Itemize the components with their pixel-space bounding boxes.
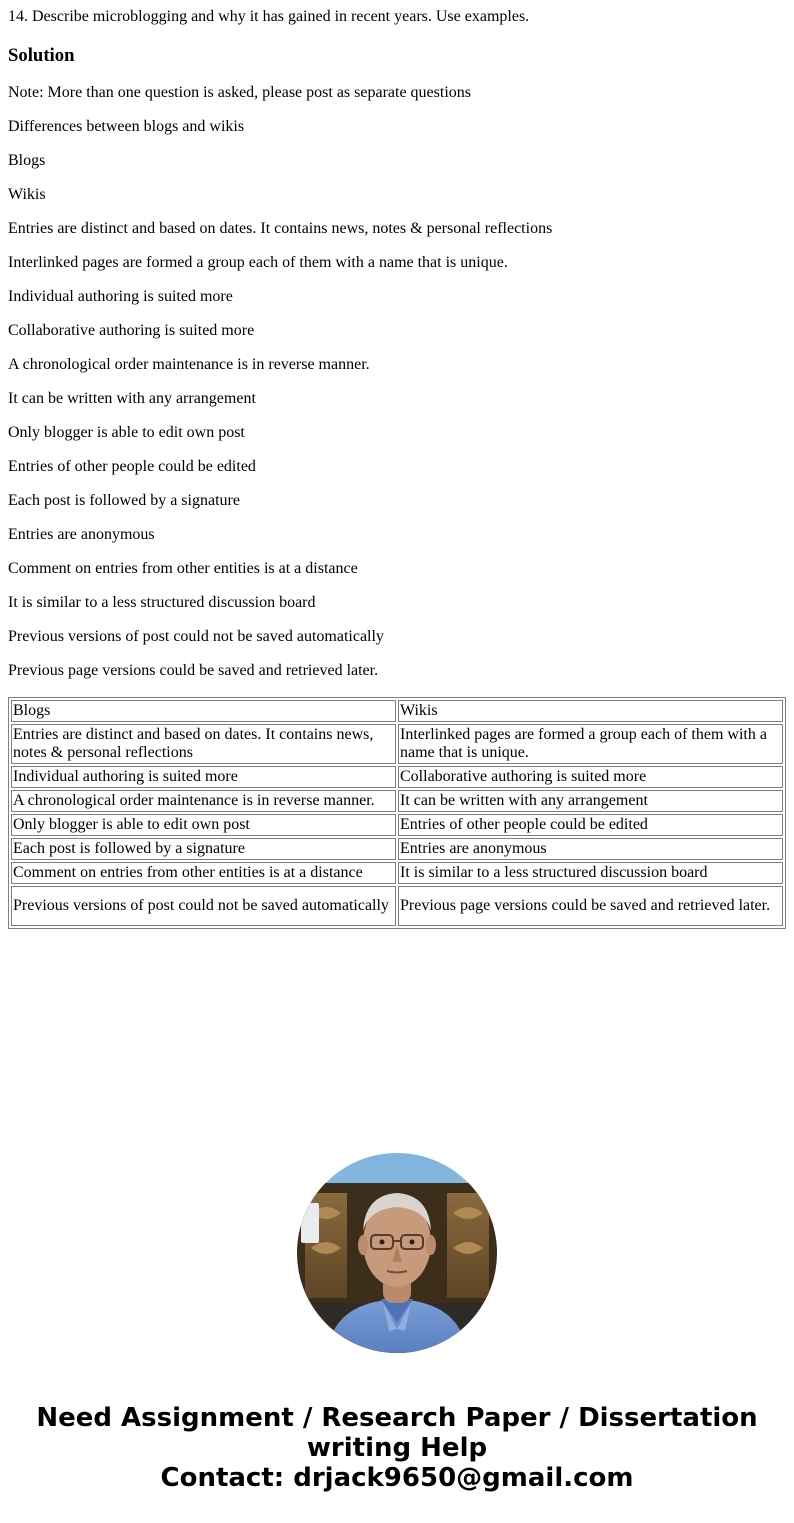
paragraph: It can be written with any arrangement (8, 390, 256, 407)
paragraph: Differences between blogs and wikis (8, 118, 245, 135)
blogs-vs-wikis-table (8, 697, 786, 929)
promo-banner (0, 1403, 794, 1493)
table-cell: A chronological order maintenance is in reverse manner. (11, 790, 396, 812)
table-cell: Interlinked pages are formed a group each of them with a name that is unique. (398, 724, 783, 764)
table-row (11, 790, 783, 812)
paragraph: Only blogger is able to edit own post (8, 424, 245, 441)
promo-contact: Contact: drjack9650@gmail.com (160, 1463, 634, 1493)
paragraph: Blogs (8, 152, 46, 169)
table-cell: Each post is followed by a signature (11, 838, 396, 860)
table-cell: Only blogger is able to edit own post (11, 814, 396, 836)
paragraph: Interlinked pages are formed a group each of them with a name that is unique. (8, 254, 508, 271)
table-row (11, 862, 783, 884)
document-body (8, 0, 786, 680)
solution-heading: Solution (8, 45, 75, 66)
paragraph: Collaborative authoring is suited more (8, 322, 255, 339)
table-cell: Previous page versions could be saved and retrieved later. (398, 886, 783, 926)
table-cell: Collaborative authoring is suited more (398, 766, 783, 788)
table-row (11, 766, 783, 788)
table-row (11, 886, 783, 926)
table-cell: Previous versions of post could not be saved automatically (11, 886, 396, 926)
solution-paragraphs (8, 84, 786, 680)
paragraph: Wikis (8, 186, 46, 203)
question-text: 14. Describe microblogging and why it has gained in recent years. Use examples. (8, 8, 530, 25)
paragraph: Comment on entries from other entities is at a distance (8, 560, 358, 577)
table-row (11, 838, 783, 860)
table-cell: It is similar to a less structured discussion board (398, 862, 783, 884)
author-avatar (297, 1153, 497, 1353)
table-cell: Entries are anonymous (398, 838, 783, 860)
paragraph: Entries of other people could be edited (8, 458, 256, 475)
table-row (11, 814, 783, 836)
table-cell: Comment on entries from other entities is at a distance (11, 862, 396, 884)
table-cell: Individual authoring is suited more (11, 766, 396, 788)
paragraph: Previous page versions could be saved and retrieved later. (8, 662, 379, 679)
table-row (11, 700, 783, 722)
table-cell: It can be written with any arrangement (398, 790, 783, 812)
table-cell: Entries of other people could be edited (398, 814, 783, 836)
paragraph: A chronological order maintenance is in reverse manner. (8, 356, 370, 373)
paragraph: Note: More than one question is asked, please post as separate questions (8, 84, 471, 101)
paragraph: Entries are anonymous (8, 526, 155, 543)
promo-line: Need Assignment / Research Paper / Dissertation (36, 1403, 758, 1433)
paragraph: Previous versions of post could not be saved automatically (8, 628, 384, 645)
paragraph: Each post is followed by a signature (8, 492, 240, 509)
table-cell: Entries are distinct and based on dates. It contains news, notes & personal reflections (11, 724, 396, 764)
promo-line: writing Help (306, 1433, 488, 1463)
paragraph: It is similar to a less structured discussion board (8, 594, 316, 611)
table-row (11, 724, 783, 764)
paragraph: Individual authoring is suited more (8, 288, 233, 305)
author-photo-icon (297, 1153, 497, 1353)
table-cell: Wikis (398, 700, 783, 722)
table-cell: Blogs (11, 700, 396, 722)
paragraph: Entries are distinct and based on dates. It contains news, notes & personal reflections (8, 220, 553, 237)
